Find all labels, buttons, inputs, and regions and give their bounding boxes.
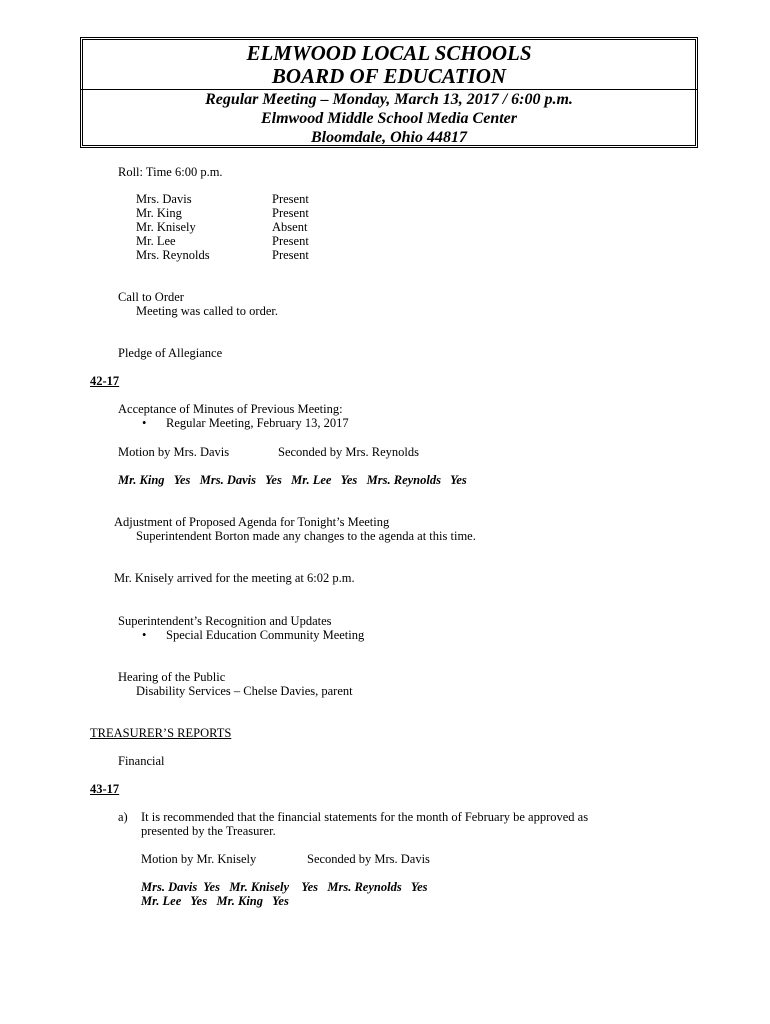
roll-member-status: Present xyxy=(272,234,309,248)
motion-by: Motion by Mrs. Davis xyxy=(118,445,230,459)
minutes-heading: Acceptance of Minutes of Previous Meeting: xyxy=(118,402,343,416)
seconded-by: Seconded by Mrs. Davis xyxy=(307,852,430,866)
resolution-number: 42-17 xyxy=(90,374,120,388)
superintendent-bullet-text: Special Education Community Meeting xyxy=(166,628,365,642)
call-to-order-text: Meeting was called to order. xyxy=(136,304,278,318)
roll-member-name: Mrs. Davis xyxy=(136,192,192,206)
minutes-bullet-item xyxy=(142,416,349,430)
public-text: Disability Services – Chelse Davies, parent xyxy=(136,684,353,698)
roll-member-name: Mrs. Reynolds xyxy=(136,248,210,262)
item-label: a) xyxy=(118,810,128,824)
bullet-icon: • xyxy=(142,416,147,430)
meeting-title: Regular Meeting – Monday, March 13, 2017 / 6:00 p.m. xyxy=(205,91,573,108)
roll-member-name: Mr. King xyxy=(136,206,182,220)
roll-member-status: Present xyxy=(272,206,309,220)
vote-record: Mrs. Davis Yes Mr. Knisely Yes Mrs. Reynolds Yes xyxy=(141,880,428,894)
district-name: ELMWOOD LOCAL SCHOOLS xyxy=(246,41,532,65)
roll-member-status: Present xyxy=(272,248,309,262)
meeting-location: Elmwood Middle School Media Center xyxy=(260,110,517,127)
treasurer-heading: TREASURER’S REPORTS xyxy=(90,726,232,740)
superintendent-heading: Superintendent’s Recognition and Updates xyxy=(118,614,332,628)
pledge-heading: Pledge of Allegiance xyxy=(118,346,223,360)
treasurer-sub: Financial xyxy=(118,754,165,768)
minutes-bullet-text: Regular Meeting, February 13, 2017 xyxy=(166,416,349,430)
roll-heading: Roll: Time 6:00 p.m. xyxy=(118,165,223,179)
public-heading: Hearing of the Public xyxy=(118,670,226,684)
roll-member-status: Present xyxy=(272,192,309,206)
arrival-note: Mr. Knisely arrived for the meeting at 6:02 p.m. xyxy=(114,571,355,585)
roll-member-name: Mr. Lee xyxy=(136,234,176,248)
recommendation-text: presented by the Treasurer. xyxy=(141,824,276,838)
motion-by: Motion by Mr. Knisely xyxy=(141,852,257,866)
superintendent-bullet-item xyxy=(142,628,364,642)
call-to-order-heading: Call to Order xyxy=(118,290,184,304)
vote-record: Mr. Lee Yes Mr. King Yes xyxy=(141,894,289,908)
resolution-number: 43-17 xyxy=(90,782,120,796)
bullet-icon: • xyxy=(142,628,147,642)
roll-member-status: Absent xyxy=(272,220,308,234)
meeting-city: Bloomdale, Ohio 44817 xyxy=(310,129,467,146)
seconded-by: Seconded by Mrs. Reynolds xyxy=(278,445,419,459)
roll-member-name: Mr. Knisely xyxy=(136,220,196,234)
agenda-heading: Adjustment of Proposed Agenda for Tonight’s Meeting xyxy=(114,515,390,529)
agenda-text: Superintendent Borton made any changes to the agenda at this time. xyxy=(136,529,476,543)
recommendation-text: It is recommended that the financial statements for the month of February be approved as xyxy=(141,810,589,824)
vote-record: Mr. King Yes Mrs. Davis Yes Mr. Lee Yes Mrs. Reynolds Yes xyxy=(118,473,467,487)
board-name: BOARD OF EDUCATION xyxy=(271,64,507,88)
